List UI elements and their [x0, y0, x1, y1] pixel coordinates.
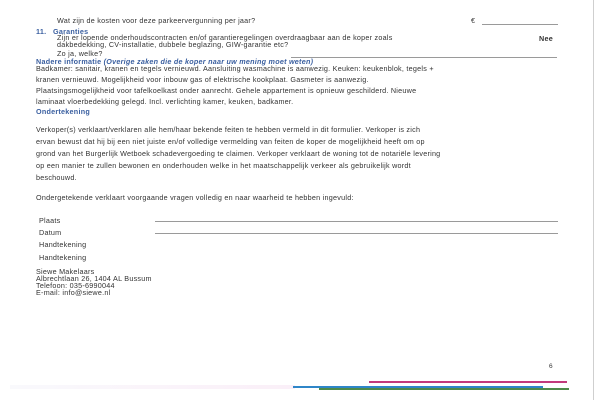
garanties-followup-input-line[interactable]	[291, 57, 557, 58]
section-11-title: Garanties	[53, 27, 89, 36]
nadere-informatie-line: Plaatsingsmogelijkheid voor tafelkoelkast onder aanrecht. Gehele appartement is opnieuw geschilderd. Nieuwe	[36, 86, 417, 95]
ondertekening-paragraph-line: beschouwd.	[36, 173, 77, 182]
parking-cost-input-line[interactable]	[482, 24, 558, 25]
field-label-handtekening-1: Handtekening	[39, 240, 87, 249]
footer-phone: Telefoon: 035-6990044	[36, 281, 115, 290]
nadere-informatie-subtitle: (Overige zaken die de koper naar uw mening moet weten)	[103, 57, 314, 66]
page-number: 6	[549, 363, 553, 370]
currency-symbol: €	[471, 16, 476, 25]
garanties-question-line1: Zijn er lopende onderhoudscontracten en/of garantieregelingen overdraagbaar aan de koper zoals	[57, 33, 393, 42]
footer-bar-green	[319, 388, 569, 390]
declaration-text: Ondergetekende verklaart voorgaande vragen volledig en naar waarheid te hebben ingevuld:	[36, 193, 354, 202]
footer-fade-band	[10, 385, 295, 389]
plaats-input-line[interactable]	[155, 221, 558, 222]
ondertekening-paragraph-line: ervan bewust dat hij bij een niet juiste en/of volledige vermelding van feiten de koper de mogelijkheid heeft om op	[36, 137, 425, 146]
garanties-question-line2: dakbedekking, CV-installatie, dubbele beglazing, GIW-garantie etc?	[57, 40, 289, 49]
field-label-datum: Datum	[39, 228, 62, 237]
footer-company: Siewe Makelaars	[36, 267, 95, 276]
parking-cost-question: Wat zijn de kosten voor deze parkeervergunning per jaar?	[57, 16, 256, 25]
garanties-followup: Zo ja, welke?	[57, 49, 103, 58]
ondertekening-title: Ondertekening	[36, 107, 90, 116]
footer-email: E-mail: info@siewe.nl	[36, 288, 111, 297]
nadere-informatie-title: Nadere informatie	[36, 57, 102, 66]
nadere-informatie-line: laminaat vloerbedekking gelegd. Incl. verlichting kamer, keuken, badkamer.	[36, 97, 294, 106]
ondertekening-paragraph-line: op een manier te zullen bewonen en onderhouden welke in het maatschappelijk verkeer als gebruikelijk wordt	[36, 161, 411, 170]
ondertekening-paragraph-line: Verkoper(s) verklaart/verklaren alle hem/haar bekende feiten te hebben vermeld in dit formulier. Verkoper is zich	[36, 125, 421, 134]
footer-bar-magenta	[369, 381, 567, 383]
section-11-number: 11.	[36, 27, 47, 36]
field-label-plaats: Plaats	[39, 216, 61, 225]
datum-input-line[interactable]	[155, 233, 558, 234]
ondertekening-paragraph-line: grond van het Burgerlijk Wetboek schadevergoeding te claimen. Verkoper verklaart de woning tot de notariële levering	[36, 149, 441, 158]
nadere-informatie-line: kranen vernieuwd. Mogelijkheid voor inbouw gas of elektrische kookplaat. Gasmeter is aanwezig.	[36, 75, 369, 84]
field-label-handtekening-2: Handtekening	[39, 253, 87, 262]
garanties-answer: Nee	[539, 34, 553, 43]
page-edge	[593, 0, 594, 400]
footer-address: Albrechtlaan 26, 1404 AL Bussum	[36, 274, 152, 283]
nadere-informatie-line: Badkamer: sanitair, kranen en tegels vernieuwd. Aansluiting wasmachine is aanwezig. Keuken: keukenblok, tegels +	[36, 64, 434, 73]
